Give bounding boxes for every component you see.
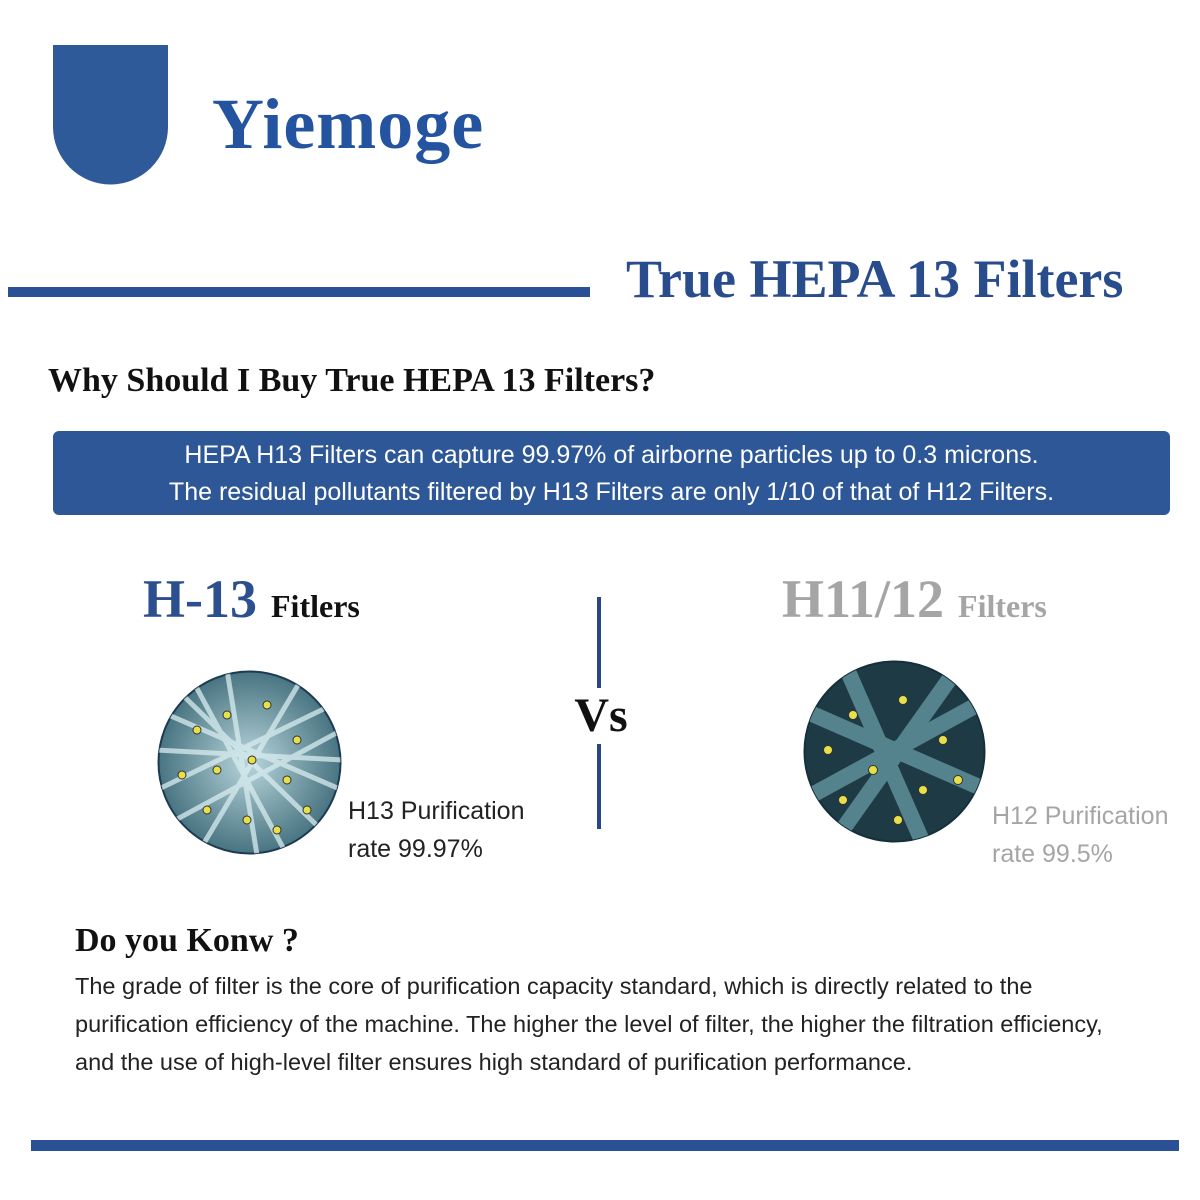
h12-word: Filters <box>958 588 1047 624</box>
h12-heading <box>782 569 1047 629</box>
info-banner <box>53 431 1170 515</box>
shield-logo-icon <box>53 45 168 185</box>
h13-word: Fitlers <box>271 588 360 624</box>
do-you-know-heading: Do you Konw ? <box>75 922 299 959</box>
question-heading: Why Should I Buy True HEPA 13 Filters? <box>48 362 656 399</box>
bottom-rule <box>31 1140 1179 1151</box>
vs-label: Vs <box>566 688 636 744</box>
h13-fiber-image <box>157 670 342 855</box>
banner-line-2: The residual pollutants filtered by H13 Filters are only 1/10 of that of H12 Filters. <box>168 478 1055 506</box>
h13-grade: H-13 <box>143 569 257 629</box>
body-line-2: purification efficiency of the machine. The higher the level of filter, the higher the filtration efficiency, <box>75 1011 1103 1037</box>
h12-rate <box>992 797 1168 873</box>
h12-rate-line-2: rate 99.5% <box>992 840 1113 868</box>
body-line-1: The grade of filter is the core of purification capacity standard, which is directly related to the <box>75 973 1033 999</box>
body-line-3: and the use of high-level filter ensures high standard of purification performance. <box>75 1049 913 1075</box>
h12-fiber-image <box>803 660 986 843</box>
h13-rate-line-2: rate 99.97% <box>348 835 483 863</box>
h13-rate-line-1: H13 Purification <box>348 797 525 825</box>
h12-grade: H11/12 <box>782 569 945 629</box>
h13-heading <box>143 569 360 629</box>
title-rule <box>8 287 590 297</box>
h12-rate-line-1: H12 Purification <box>992 802 1169 830</box>
page-title: True HEPA 13 Filters <box>626 249 1124 309</box>
do-you-know-text <box>75 967 1200 1081</box>
banner-line-1: HEPA H13 Filters can capture 99.97% of airborne particles up to 0.3 microns. <box>184 441 1039 469</box>
brand-name: Yiemoge <box>212 84 485 164</box>
h13-rate <box>348 792 524 868</box>
